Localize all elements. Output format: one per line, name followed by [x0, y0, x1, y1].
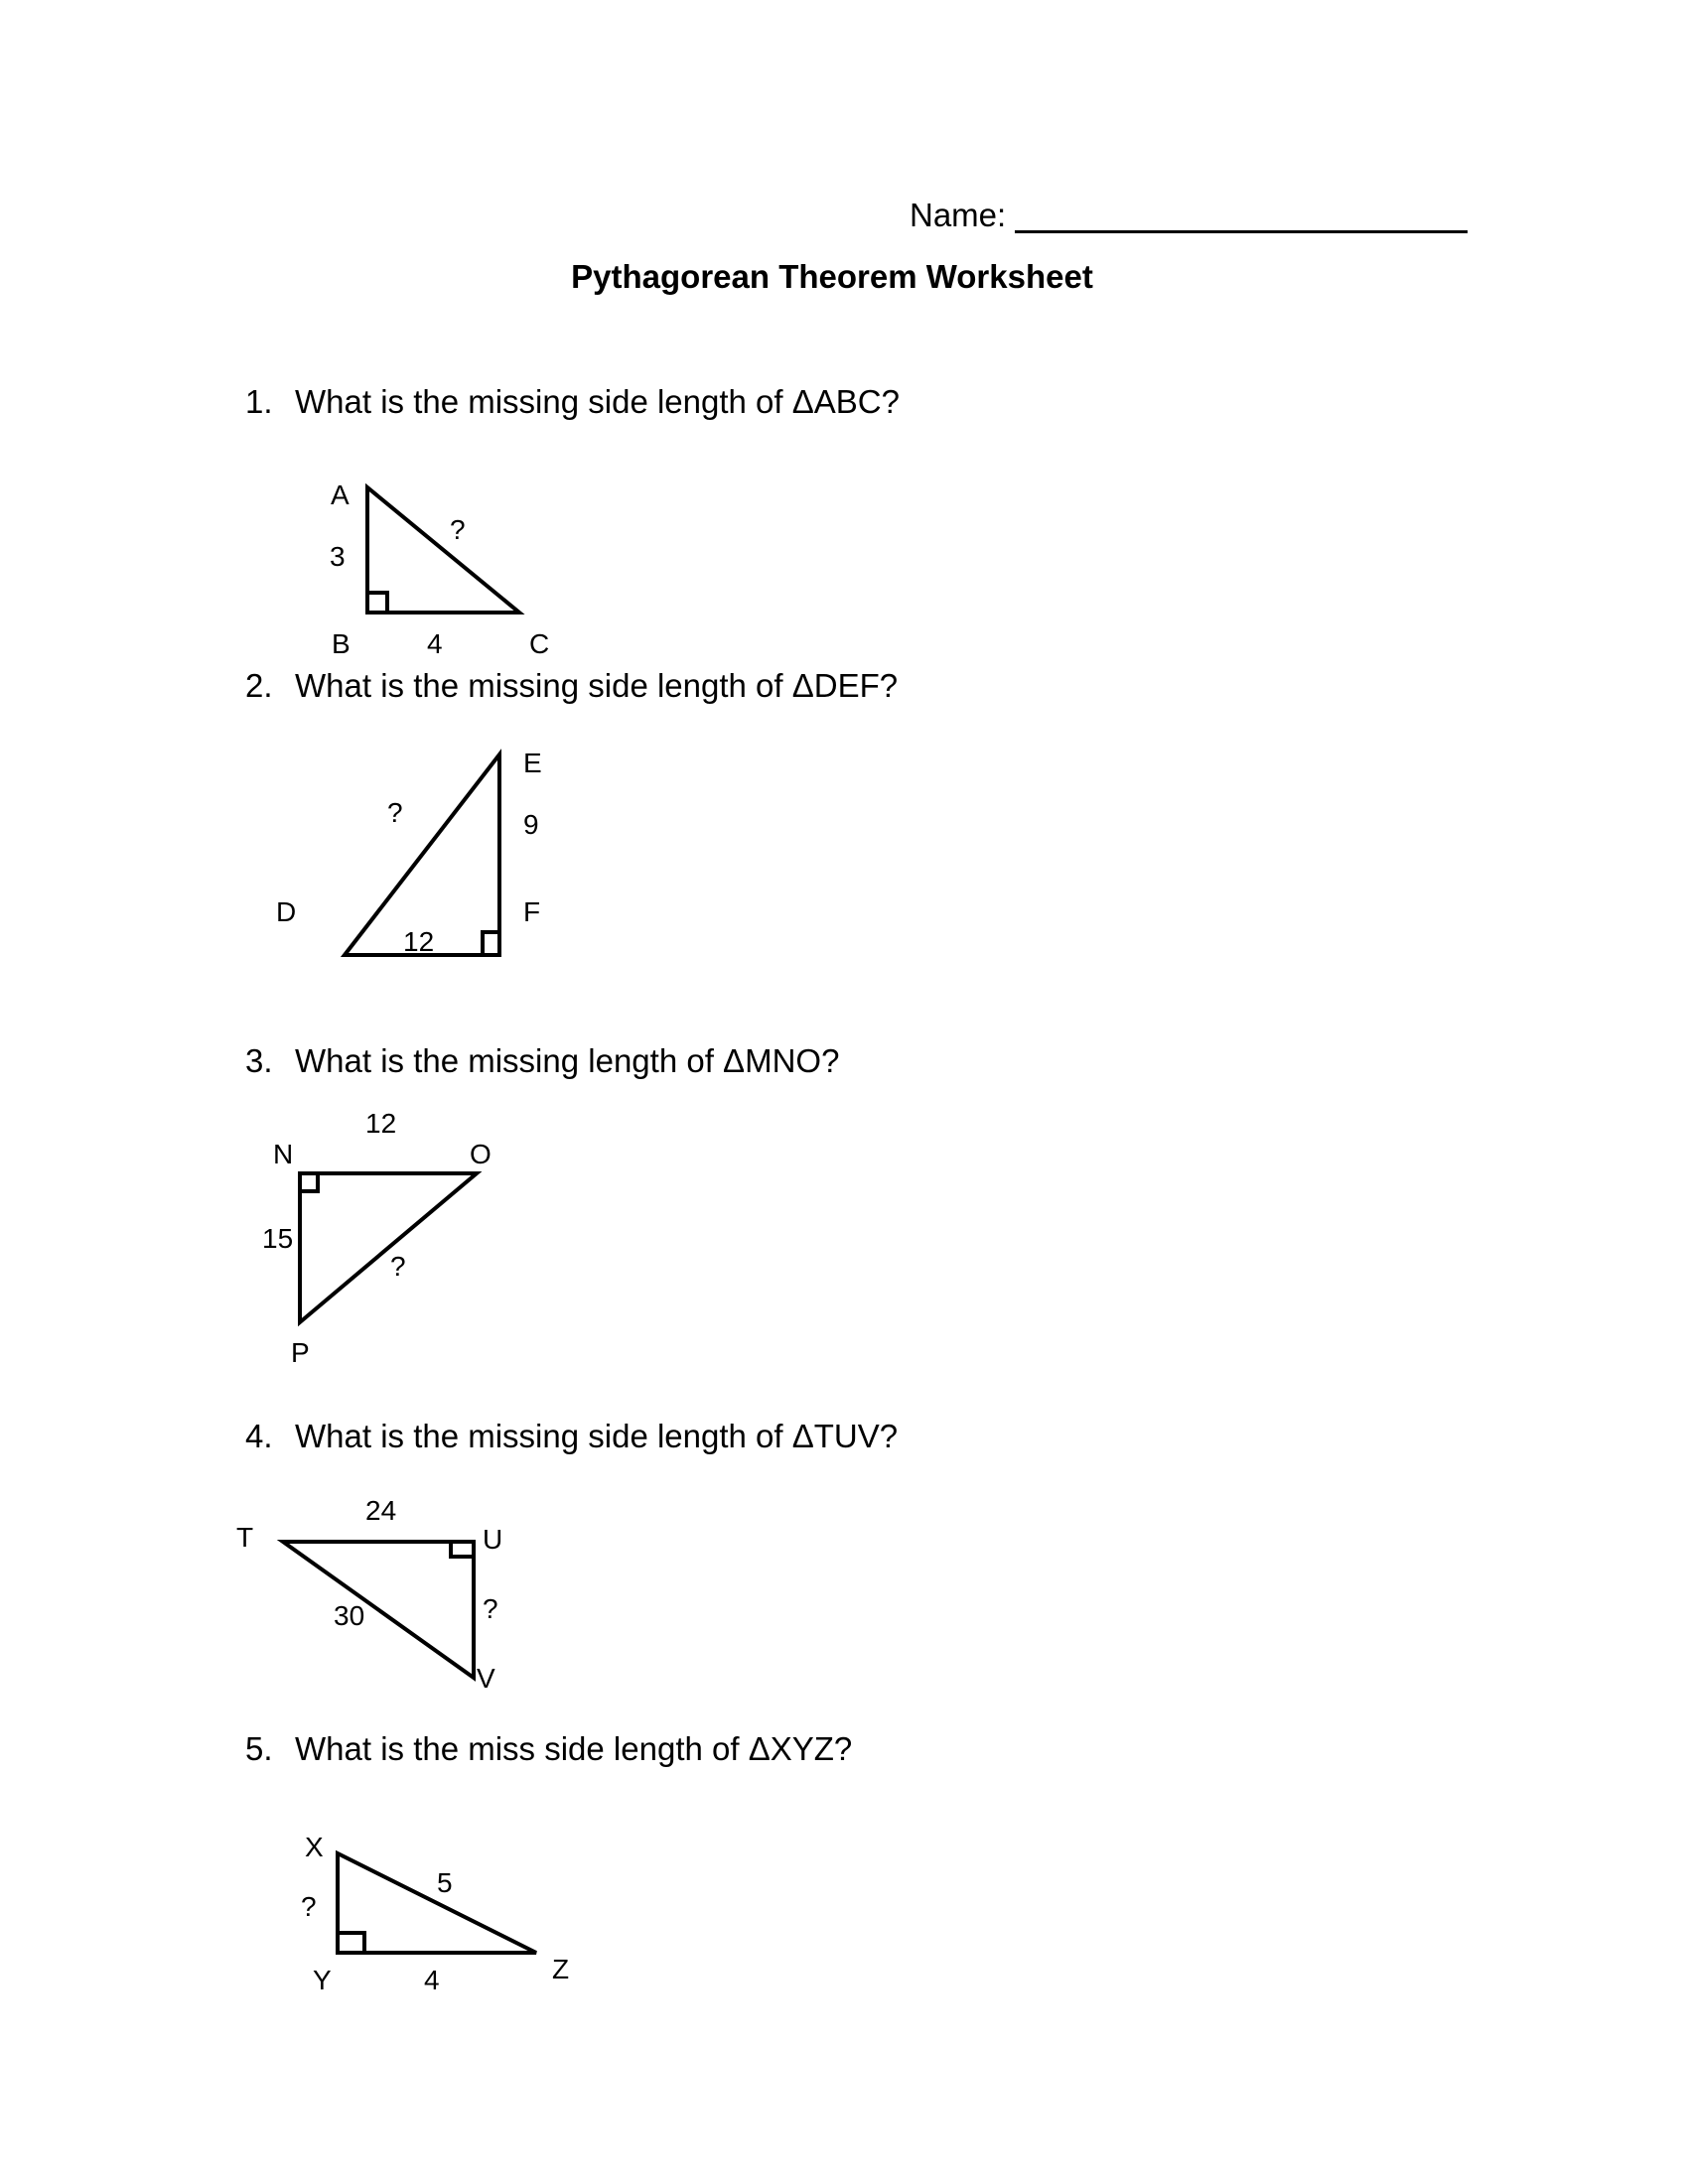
vertex-label-t: T [236, 1522, 254, 1553]
side-label-de: ? [387, 797, 403, 828]
side-label-np: 15 [262, 1223, 294, 1254]
vertex-label-n: N [273, 1139, 294, 1169]
right-angle-marker [338, 1933, 364, 1953]
side-label-no: 12 [365, 1108, 397, 1139]
triangle-mno [262, 1108, 492, 1368]
triangle-def [276, 748, 542, 957]
vertex-label-a: A [331, 479, 350, 510]
vertex-label-o: O [470, 1139, 492, 1169]
question-number: 3. [245, 1042, 273, 1079]
side-label-ef: 9 [523, 809, 539, 840]
side-label-tv: 30 [334, 1600, 365, 1631]
vertex-label-y: Y [313, 1965, 332, 1995]
side-label-op: ? [390, 1251, 406, 1282]
vertex-label-b: B [332, 628, 351, 659]
page-title: Pythagorean Theorem Worksheet [571, 258, 1093, 295]
vertex-label-z: Z [552, 1954, 570, 1984]
triangle-abc [330, 479, 549, 659]
triangle-tuv-shape [283, 1542, 474, 1678]
side-label-xy: ? [301, 1891, 317, 1922]
side-label-ab: 3 [330, 541, 346, 572]
question-text: What is the missing side length of ΔABC? [295, 383, 900, 420]
right-angle-marker [483, 932, 499, 955]
triangle-tuv [236, 1495, 502, 1694]
vertex-label-f: F [523, 896, 541, 927]
name-label: Name: [910, 197, 1007, 233]
vertex-label-c: C [529, 628, 550, 659]
triangle-def-shape [345, 754, 499, 955]
question-text: What is the missing length of ΔMNO? [295, 1042, 840, 1079]
right-angle-marker [451, 1542, 474, 1557]
question-text: What is the miss side length of ΔXYZ? [295, 1730, 853, 1767]
vertex-label-d: D [276, 896, 297, 927]
triangle-xyz [301, 1832, 569, 1995]
question-number: 5. [245, 1730, 273, 1767]
triangle-mno-shape [300, 1173, 477, 1322]
question-number: 2. [245, 667, 273, 704]
question-text: What is the missing side length of ΔDEF? [295, 667, 899, 704]
vertex-label-v: V [477, 1663, 495, 1694]
side-label-ac: ? [450, 514, 466, 545]
side-label-xz: 5 [437, 1867, 453, 1898]
question-text: What is the missing side length of ΔTUV? [295, 1418, 899, 1454]
right-angle-marker [367, 593, 387, 613]
side-label-yz: 4 [424, 1965, 440, 1995]
side-label-df: 12 [403, 926, 435, 957]
side-label-uv: ? [483, 1593, 498, 1624]
question-number: 4. [245, 1418, 273, 1454]
vertex-label-p: P [291, 1337, 310, 1368]
vertex-label-e: E [523, 748, 542, 778]
question-number: 1. [245, 383, 273, 420]
triangle-abc-shape [367, 487, 519, 613]
side-label-tu: 24 [365, 1495, 397, 1526]
side-label-bc: 4 [427, 628, 443, 659]
right-angle-marker [300, 1173, 318, 1191]
vertex-label-x: X [305, 1832, 324, 1862]
vertex-label-u: U [483, 1524, 503, 1555]
